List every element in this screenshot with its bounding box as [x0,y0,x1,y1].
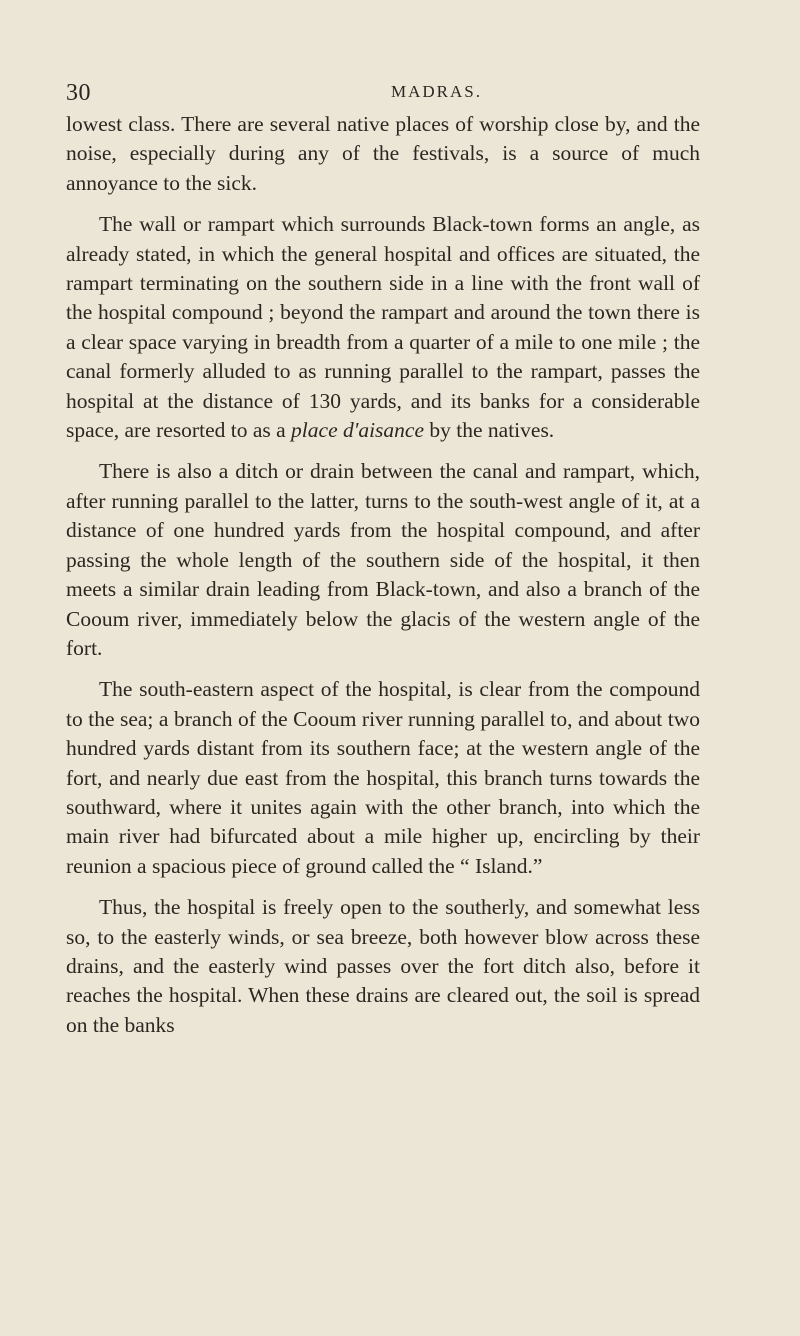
paragraph-continued: lowest class. There are several native places of worship close by, and the noise, especially during any of the festivals, is a source of much annoyance to the sick. [66,112,700,195]
page-number: 30 [66,80,91,106]
paragraph-text: The wall or rampart which surrounds Black-town forms an angle, as already stated, in which the general hospital and offices are situated, the rampart terminating on the southern side in a line with the front wall of the hospital compound ; beyond the rampart and around the town there is a clear space varying in breadth from a quarter of a mile to one mile ; the canal formerly alluded to as running parallel to the rampart, passes the hospital at the distance of 130 yards, and its banks for a considerable space, are resorted to as a [66,212,700,443]
paragraph-rampart [66,210,700,445]
paragraph-text: by the natives. [424,418,555,443]
italic-phrase: place d'aisance [291,418,425,443]
paragraph-winds: Thus, the hospital is freely open to the southerly, and somewhat less so, to the easterly winds, or sea breeze, both however blow across these drains, and the easterly wind passes over the fort ditch also, before it reaches the hospital. When these drains are cleared out, the soil is spread on the banks [66,895,700,1037]
running-head [66,0,700,110]
running-title: MADRAS. [391,82,482,101]
body-text [66,110,700,1040]
paragraph-south-eastern: The south-eastern aspect of the hospital, is clear from the compound to the sea; a branch of the Cooum river running parallel to, and about two hundred yards distant from its southern face; at the western angle of the fort, and nearly due east from the hospital, this branch turns towards the southward, where it unites again with the other branch, into which the main river had bifurcated about a mile higher up, encircling by their reunion a spacious piece of ground called the “ Island.” [66,677,700,878]
paragraph-ditch: There is also a ditch or drain between the canal and rampart, which, after running parallel to the latter, turns to the south-west angle of it, at a distance of one hundred yards from the hospital compound, and after passing the whole length of the southern side of the hospital, it then meets a similar drain leading from Black-town, and also a branch of the Cooum river, immediately below the glacis of the western angle of the fort. [66,459,700,660]
